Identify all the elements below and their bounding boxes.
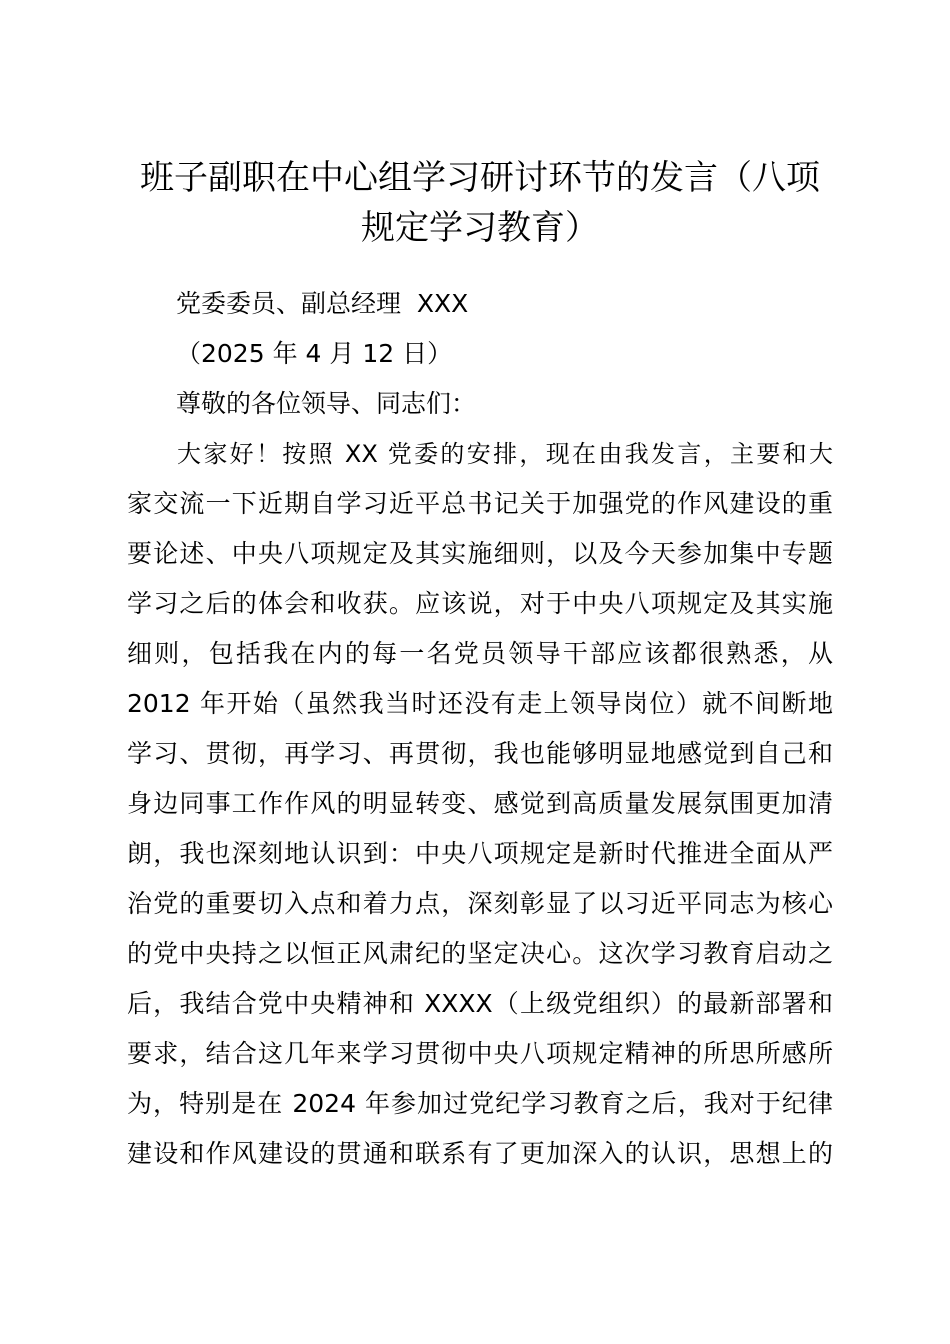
date-line: （2025 年 4 月 12 日）: [176, 339, 453, 368]
salutation-line: 尊敬的各位领导、同志们：: [176, 389, 477, 418]
author-line: 党委委员、副总经理 XXX: [176, 289, 469, 318]
body-line: 大家好！按照 XX 党委的安排，现在由我发言，主要和大: [177, 440, 833, 468]
body-line: 为，特别是在 2024 年参加过党纪学习教育之后，我对于纪律: [127, 1089, 833, 1118]
body-line: 身边同事工作作风的明显转变、感觉到高质量发展氛围更加清: [127, 789, 833, 818]
body-line: 要论述、中央八项规定及其实施细则，以及今天参加集中专题: [127, 539, 833, 568]
body-line: 后，我结合党中央精神和 XXXX（上级党组织）的最新部署和: [127, 989, 833, 1018]
body-line: 建设和作风建设的贯通和联系有了更加深入的认识，思想上的: [127, 1139, 833, 1168]
body-line: 细则，包括我在内的每一名党员领导干部应该都很熟悉，从: [127, 639, 833, 668]
body-line: 学习之后的体会和收获。应该说，对于中央八项规定及其实施: [127, 589, 833, 618]
body-paragraph: [127, 429, 833, 1179]
document-title: [120, 153, 840, 253]
body-line: 家交流一下近期自学习近平总书记关于加强党的作风建设的重: [127, 489, 833, 518]
body-line: 的党中央持之以恒正风肃纪的坚定决心。这次学习教育启动之: [127, 939, 833, 968]
body-line: 要求，结合这几年来学习贯彻中央八项规定精神的所思所感所: [127, 1039, 833, 1068]
body-line: 治党的重要切入点和着力点，深刻彰显了以习近平同志为核心: [127, 889, 833, 918]
title-line-2: 规定学习教育）: [361, 208, 599, 248]
body-line: 学习、贯彻，再学习、再贯彻，我也能够明显地感觉到自己和: [127, 739, 833, 768]
body-line: 朗，我也深刻地认识到：中央八项规定是新时代推进全面从严: [127, 839, 833, 868]
title-line-1: 班子副职在中心组学习研讨环节的发言（八项: [140, 158, 820, 198]
body-line: 2012 年开始（虽然我当时还没有走上领导岗位）就不间断地: [127, 689, 833, 718]
